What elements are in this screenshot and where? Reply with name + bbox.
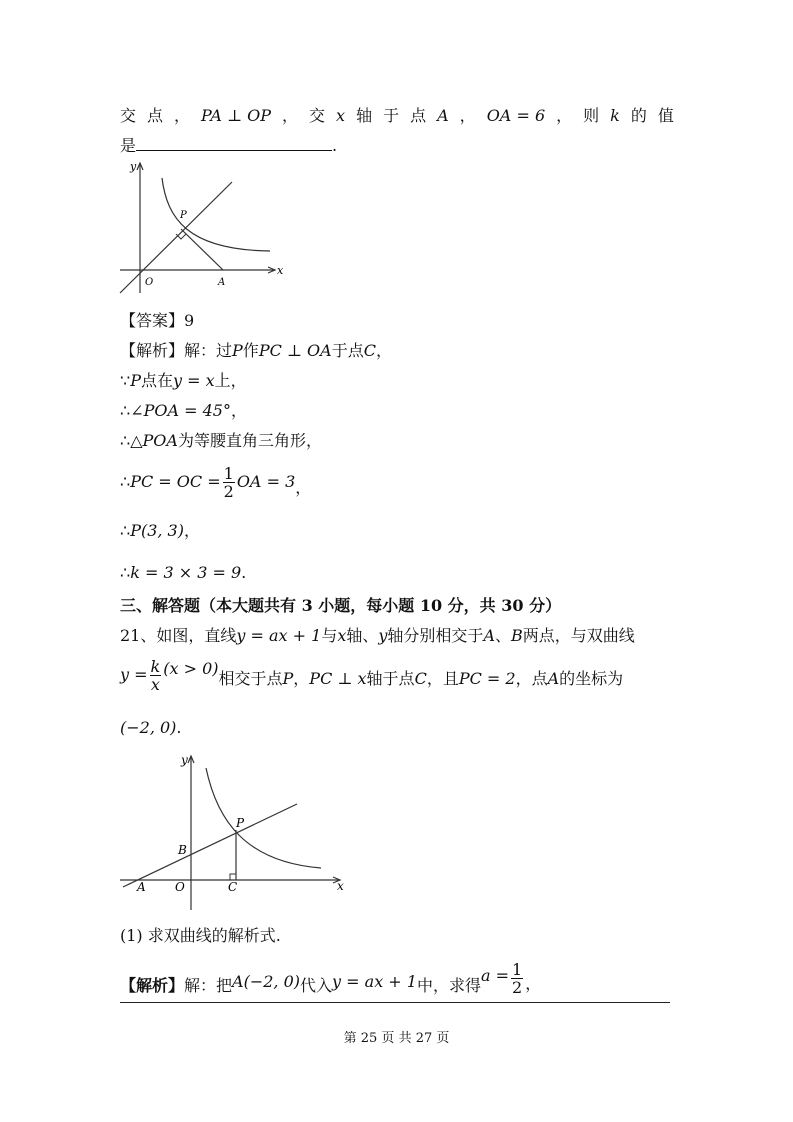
text: ，: [282, 106, 299, 125]
text: ，: [293, 669, 310, 688]
answer-label: 【答案】: [120, 311, 185, 330]
math: B: [511, 626, 523, 645]
text: ，点: [515, 669, 548, 688]
label-b: B: [178, 843, 187, 857]
text: 的坐标为: [559, 669, 624, 688]
step-2: [120, 401, 247, 421]
label-p: P: [236, 816, 245, 830]
math: P(3, 3): [130, 521, 184, 540]
math: x: [336, 106, 346, 125]
text: 点: [147, 106, 164, 125]
step-3: [120, 431, 322, 451]
label-a: A: [137, 880, 146, 894]
math: C: [363, 341, 376, 360]
text: .: [332, 136, 338, 155]
therefore-symbol: ∴: [120, 472, 131, 491]
text: 轴: [356, 106, 373, 125]
analysis-label: 【解析】: [120, 976, 185, 995]
q21-sub1: (1) 求双曲线的解析式.: [120, 926, 281, 945]
text: ，且: [426, 669, 459, 688]
label-x: x: [277, 264, 284, 277]
math: k: [610, 106, 620, 125]
math: P: [232, 341, 243, 360]
text: 交: [120, 106, 137, 125]
math: PA ⊥ OP: [201, 106, 271, 125]
math: (x > 0): [163, 659, 219, 678]
label-c: C: [228, 880, 238, 894]
fraction-denominator: 2: [512, 977, 523, 997]
label-a: A: [218, 277, 226, 288]
q21-figure: [115, 750, 355, 920]
text: 为等腰直角三角形，: [177, 431, 322, 450]
text: 轴、: [346, 626, 379, 645]
math: PC ⊥ x: [309, 669, 367, 688]
text: 代入: [300, 976, 333, 995]
text: 解：把: [184, 976, 233, 995]
hyperbola: [206, 768, 321, 868]
analysis-line: [120, 341, 392, 361]
math: ∠POA = 45°: [130, 401, 231, 420]
math: (−2, 0): [120, 718, 177, 737]
step-6: [120, 563, 246, 583]
math: P: [130, 371, 141, 390]
answer-line: [120, 311, 194, 331]
therefore-symbol: ∴: [120, 563, 131, 582]
segment-pa: [181, 229, 223, 270]
text: ，: [459, 106, 476, 125]
step-4: [120, 462, 311, 502]
text: 是: [120, 136, 137, 155]
analysis-label: 【解析】: [120, 341, 185, 360]
text: .: [241, 563, 247, 582]
text: 值: [657, 106, 674, 125]
label-o: O: [175, 880, 185, 894]
text: ，: [230, 401, 247, 420]
label-p: P: [180, 210, 187, 221]
text: 点: [410, 106, 427, 125]
therefore-symbol: ∴: [120, 431, 131, 450]
fraction-one-half: [223, 465, 235, 500]
answer-value: 9: [184, 311, 195, 330]
text: ，: [183, 521, 200, 540]
math: PC ⊥ OA: [258, 341, 332, 360]
text: ，: [556, 106, 573, 125]
fraction-numerator: 1: [223, 463, 234, 483]
math: △POA: [130, 431, 178, 450]
q21-line2: [120, 655, 623, 695]
text: 解：过: [184, 341, 233, 360]
text: 交: [309, 106, 326, 125]
text: 、: [495, 626, 512, 645]
label-o: O: [145, 277, 154, 288]
section-title: 三、解答题（本大题共有 3 小题，每小题 10 分，共 30 分）: [120, 596, 562, 615]
text: 则: [583, 106, 600, 125]
q21-line1: [120, 626, 635, 646]
answer-blank[interactable]: [136, 136, 332, 151]
math: OA = 3: [236, 472, 296, 491]
text: 相交于点: [218, 669, 283, 688]
math: A: [483, 626, 495, 645]
math: y = ax + 1: [332, 972, 417, 991]
math: y: [378, 626, 388, 645]
text: 的: [630, 106, 647, 125]
math: PC = OC =: [130, 472, 221, 491]
fraction-numerator: 1: [512, 959, 523, 979]
math: a =: [480, 966, 510, 985]
text: ，: [375, 341, 392, 360]
text: 与: [321, 626, 338, 645]
line-y-equals-x: [120, 182, 232, 293]
math: C: [414, 669, 427, 688]
math: x: [337, 626, 347, 645]
math: y =: [120, 665, 148, 684]
fraction-numerator: k: [150, 656, 161, 676]
math: A: [547, 669, 560, 688]
q20-line1: [120, 106, 674, 126]
math: A: [437, 106, 449, 125]
text: 于: [383, 106, 400, 125]
label-y: y: [181, 753, 188, 767]
text: 轴于点: [366, 669, 415, 688]
math: y = ax + 1: [236, 626, 322, 645]
fraction-denominator: x: [150, 674, 160, 694]
q21-analysis: [120, 958, 541, 998]
math: P: [282, 669, 294, 688]
text: 作: [242, 341, 259, 360]
page-footer: 第 25 页 共 27 页: [343, 1031, 450, 1046]
text: 轴分别相交于: [387, 626, 484, 645]
therefore-symbol: ∴: [120, 521, 131, 540]
math: OA = 6: [486, 106, 546, 125]
text: ，: [295, 478, 312, 497]
math: PC = 2: [458, 669, 516, 688]
q21-line3: [120, 718, 182, 738]
text: 上，: [214, 371, 247, 390]
step-1: [120, 371, 247, 391]
math: k = 3 × 3 = 9: [130, 563, 242, 582]
line-y-ax-plus-1: [123, 804, 297, 887]
text: 点在: [140, 371, 173, 390]
hyperbola: [162, 178, 270, 251]
text: ，: [525, 974, 542, 993]
fraction-denominator: 2: [223, 481, 234, 501]
q20-figure: [115, 158, 295, 298]
because-symbol: ∵: [120, 371, 131, 390]
label-y: y: [130, 160, 137, 173]
label-x: x: [337, 879, 344, 893]
math: y = x: [172, 371, 215, 390]
step-5: [120, 521, 200, 541]
text: 21、如图，直线: [120, 626, 237, 645]
q20-line2: [120, 136, 337, 156]
fraction-k-over-x: [150, 658, 162, 693]
fraction-one-half: [511, 961, 523, 996]
text: 两点，与双曲线: [522, 626, 635, 645]
text: ，: [174, 106, 191, 125]
text: 中，求得: [416, 976, 481, 995]
text: 于点: [331, 341, 364, 360]
math: A(−2, 0): [232, 972, 301, 991]
footer-rule: [120, 1002, 670, 1003]
text: .: [176, 718, 182, 737]
therefore-symbol: ∴: [120, 401, 131, 420]
